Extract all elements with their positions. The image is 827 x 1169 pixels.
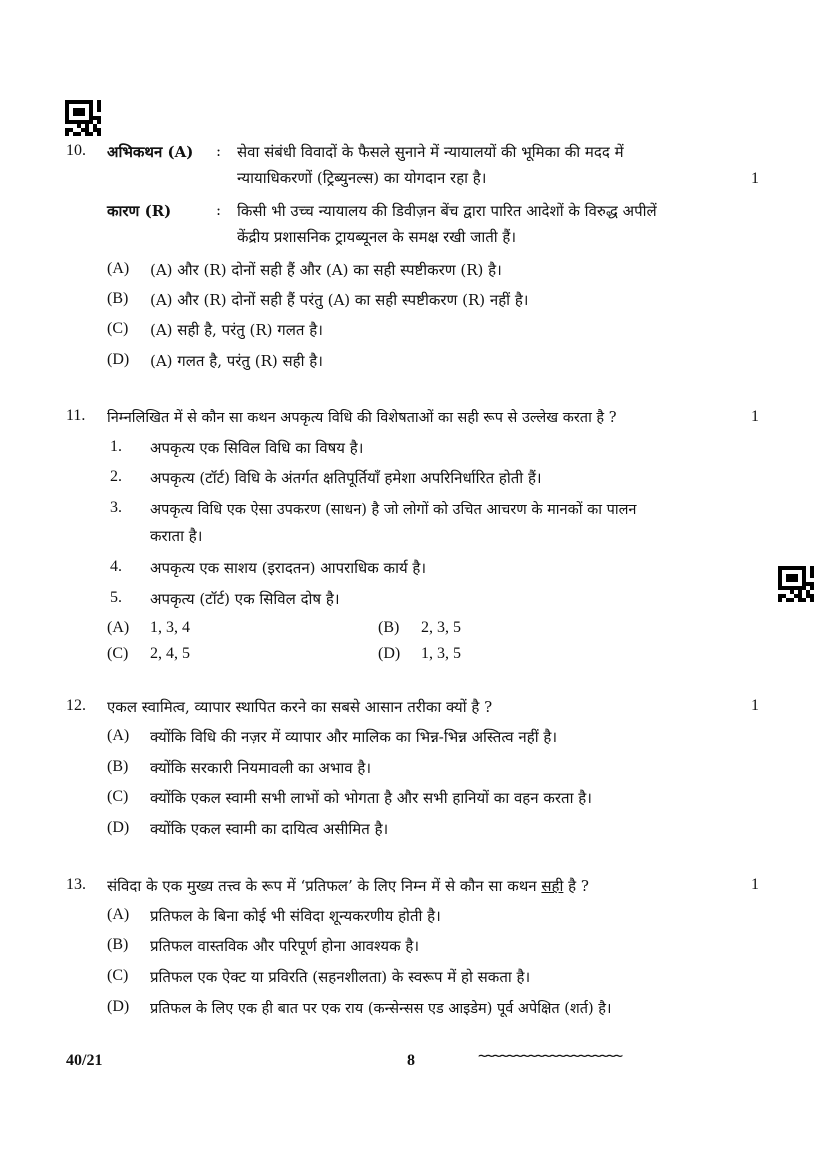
q11-item-1-text: अपकृत्य एक सिविल विधि का विषय है। (150, 439, 364, 457)
qr-code-top-left (65, 100, 101, 136)
q10-option-b-label: (B) (107, 290, 129, 307)
q11-option-b-text: 2, 3, 5 (421, 619, 461, 636)
q10-option-b-text: (A) और (R) दोनों सही हैं परंतु (A) का सही स्पष्टीकरण (R) नहीं है। (150, 291, 529, 309)
q12-option-d-label: (D) (107, 819, 130, 836)
q10-reason-line2: केंद्रीय प्रशासनिक ट्रायब्यूनल के समक्ष रखी जाती हैं। (237, 228, 517, 246)
q12-option-d-text: क्योंकि एकल स्वामी का दायित्व असीमित है। (150, 820, 389, 838)
wavy-decoration: ~~~~~~~~~~~~~~~~~~~~ (478, 1046, 621, 1065)
q10-option-d-text: (A) गलत है, परंतु (R) सही है। (150, 352, 323, 370)
q13-option-a-text: प्रतिफल के बिना कोई भी संविदा शून्यकरणीय होती है। (150, 907, 441, 925)
q10-reason-line1: किसी भी उच्च न्यायालय की डिवीज़न बेंच द्वारा पारित आदेशों के विरुद्ध अपीलें (237, 202, 657, 220)
q13-option-d-label: (D) (107, 998, 130, 1015)
q10-reason-colon: : (216, 201, 222, 219)
q13-option-a-label: (A) (107, 906, 130, 923)
q12-option-b-text: क्योंकि सरकारी नियमावली का अभाव है। (150, 759, 372, 777)
q11-number: 11. (66, 407, 86, 424)
q11-item-2-number: 2. (110, 468, 122, 485)
q12-option-c-label: (C) (107, 788, 129, 805)
q11-item-5-text: अपकृत्य (टॉर्ट) एक सिविल दोष है। (150, 590, 340, 608)
q11-option-a-label: (A) (107, 619, 130, 636)
q13-question-text-underlined: सही (541, 877, 564, 895)
q10-option-d-label: (D) (107, 351, 130, 368)
q11-item-2-text: अपकृत्य (टॉर्ट) विधि के अंतर्गत क्षतिपूर्तियाँ हमेशा अपरिनिर्धारित होती हैं। (150, 469, 542, 487)
q11-item-4-number: 4. (110, 558, 122, 575)
q11-option-c-text: 2, 4, 5 (150, 645, 190, 662)
q10-option-a-text: (A) और (R) दोनों सही हैं और (A) का सही स्पष्टीकरण (R) है। (150, 261, 502, 279)
q11-question-text: निम्नलिखित में से कौन सा कथन अपकृत्य विधि की विशेषताओं का सही रूप से उल्लेख करता है ? (107, 410, 617, 426)
q13-option-c-text: प्रतिफल एक ऐक्ट या प्रविरति (सहनशीलता) के स्वरूप में हो सकता है। (150, 968, 531, 986)
q12-number: 12. (66, 697, 86, 714)
q10-assertion-line1: सेवा संबंधी विवादों के फैसले सुनाने में न्यायालयों की भूमिका की मदद में (237, 143, 624, 161)
q13-option-b-label: (B) (107, 936, 129, 953)
q10-assertion-colon: : (216, 142, 222, 160)
q13-marks: 1 (751, 876, 759, 893)
q10-assertion-label: अभिकथन (A) (107, 143, 194, 161)
q13-question-text-after: है ? (563, 877, 589, 895)
q11-option-c-label: (C) (107, 645, 129, 662)
q13-question-text-before: संविदा के एक मुख्य तत्त्व के रूप में ‘प्रतिफल’ के लिए निम्न में से कौन सा कथन (107, 877, 542, 895)
qr-code-right (778, 566, 814, 602)
q10-option-c-text: (A) सही है, परंतु (R) गलत है। (150, 321, 323, 339)
q12-option-c-text: क्योंकि एकल स्वामी सभी लाभों को भोगता है और सभी हानियों का वहन करता है। (150, 789, 592, 807)
q11-option-d-label: (D) (378, 645, 401, 662)
q13-option-b-text: प्रतिफल वास्तविक और परिपूर्ण होना आवश्यक है। (150, 937, 420, 955)
q13-question (107, 876, 589, 896)
q13-option-d-text: प्रतिफल के लिए एक ही बात पर एक राय (कन्सेन्सस एड आइडेम) पूर्व अपेक्षित (शर्त) है। (150, 1001, 612, 1017)
q12-marks: 1 (751, 697, 759, 714)
q10-assertion-line2: न्यायाधिकरणों (ट्रिब्युनल्स) का योगदान रहा है। (237, 169, 487, 187)
q11-marks: 1 (751, 408, 759, 425)
q11-item-3-text-cont: कराता है। (150, 527, 203, 545)
page-number: 8 (407, 1052, 415, 1069)
q11-option-d-text: 1, 3, 5 (421, 645, 461, 662)
q11-option-a-text: 1, 3, 4 (150, 619, 190, 636)
q12-question-text: एकल स्वामित्व, व्यापार स्थापित करने का सबसे आसान तरीका क्यों है ? (107, 698, 493, 716)
q10-number: 10. (66, 142, 86, 159)
q10-option-a-label: (A) (107, 260, 130, 277)
q11-item-4-text: अपकृत्य एक साशय (इरादतन) आपराधिक कार्य है। (150, 559, 427, 577)
q12-option-b-label: (B) (107, 758, 129, 775)
q13-option-c-label: (C) (107, 967, 129, 984)
q13-number: 13. (66, 876, 86, 893)
q12-option-a-text: क्योंकि विधि की नज़र में व्यापार और मालिक का भिन्न-भिन्न अस्तित्व नहीं है। (150, 728, 558, 746)
q11-item-3-text: अपकृत्य विधि एक ऐसा उपकरण (साधन) है जो लोगों को उचित आचरण के मानकों का पालन (150, 502, 637, 518)
q10-reason-label: कारण (R) (107, 202, 172, 220)
q11-item-3-number: 3. (110, 499, 122, 516)
q12-option-a-label: (A) (107, 727, 130, 744)
q11-item-1-number: 1. (110, 438, 122, 455)
q11-item-5-number: 5. (110, 589, 122, 606)
paper-code: 40/21 (66, 1052, 103, 1069)
q10-option-c-label: (C) (107, 320, 129, 337)
q10-marks: 1 (751, 170, 759, 187)
q11-option-b-label: (B) (378, 619, 400, 636)
